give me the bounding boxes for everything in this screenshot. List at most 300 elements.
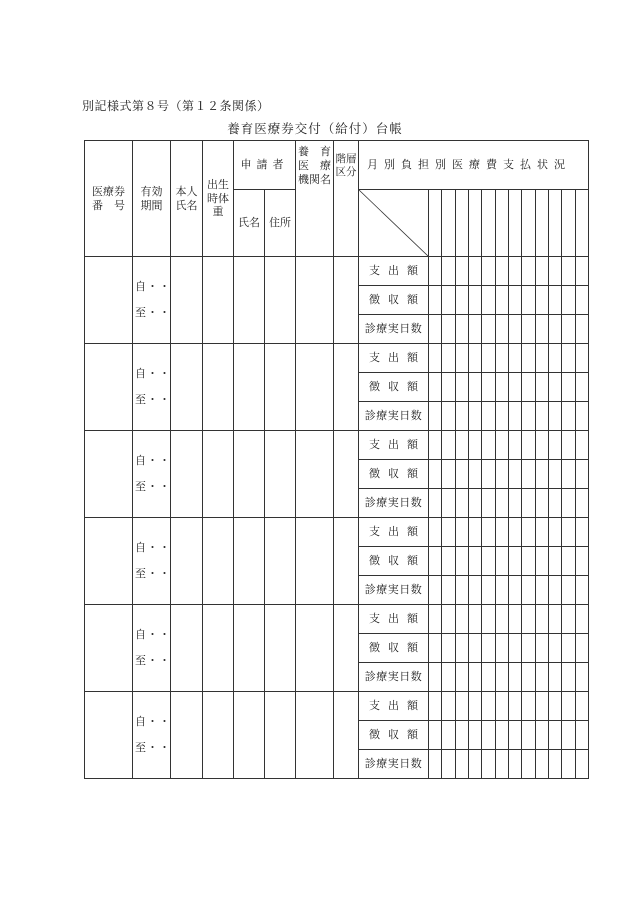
record-applicant-name [234, 257, 265, 344]
month-cell [562, 344, 575, 373]
month-cell [535, 402, 548, 431]
month-cell [455, 344, 468, 373]
month-cell [468, 402, 481, 431]
month-cell [575, 692, 588, 721]
month-cell [508, 373, 521, 402]
month-cell [575, 431, 588, 460]
month-cell [508, 605, 521, 634]
record-patient-name [171, 257, 203, 344]
month-cell [522, 431, 535, 460]
month-cell [535, 286, 548, 315]
month-cell [508, 402, 521, 431]
month-cell [548, 344, 561, 373]
record-tier [334, 344, 359, 431]
month-cell [508, 547, 521, 576]
month-cell [482, 431, 495, 460]
header-applicant-address: 住所 [265, 190, 296, 257]
month-cell [455, 663, 468, 692]
record-applicant-address [265, 605, 296, 692]
month-cell [535, 373, 548, 402]
month-cell [495, 460, 508, 489]
month-cell [455, 315, 468, 344]
month-cell [522, 489, 535, 518]
month-cell [522, 402, 535, 431]
month-cell [548, 605, 561, 634]
month-cell [508, 576, 521, 605]
month-cell [562, 750, 575, 779]
record-patient-name [171, 692, 203, 779]
month-cell [535, 750, 548, 779]
month-cell [575, 489, 588, 518]
month-cell [468, 721, 481, 750]
month-cell [455, 750, 468, 779]
header-validity-period [133, 141, 171, 257]
ledger-table [84, 140, 589, 779]
record-applicant-name [234, 605, 265, 692]
month-cell [442, 634, 455, 663]
month-cell [468, 344, 481, 373]
month-cell [522, 547, 535, 576]
month-cell [495, 576, 508, 605]
month-cell [442, 402, 455, 431]
record-birth-weight [203, 257, 234, 344]
month-cell [455, 286, 468, 315]
month-cell [455, 489, 468, 518]
record-applicant-address [265, 431, 296, 518]
record-tier [334, 692, 359, 779]
month-cell [482, 257, 495, 286]
month-cell [495, 750, 508, 779]
month-cell [562, 402, 575, 431]
month-column [442, 190, 455, 257]
month-cell [535, 547, 548, 576]
month-cell [442, 257, 455, 286]
header-monthly-status: 月別負担別医療費支払状況 [359, 141, 589, 190]
month-cell [562, 460, 575, 489]
month-cell [468, 750, 481, 779]
header-patient-name [171, 141, 203, 257]
month-cell [482, 315, 495, 344]
record-applicant-name [234, 692, 265, 779]
month-cell [495, 315, 508, 344]
month-cell [562, 634, 575, 663]
month-cell [522, 315, 535, 344]
month-cell [455, 605, 468, 634]
month-cell [442, 431, 455, 460]
month-cell [482, 576, 495, 605]
month-column [522, 190, 535, 257]
period-from: 自・・ [135, 541, 171, 554]
month-cell [482, 373, 495, 402]
month-cell [535, 634, 548, 663]
month-cell [508, 286, 521, 315]
month-cell [482, 663, 495, 692]
header-facility-line3: 機関名 [298, 172, 331, 186]
month-cell [442, 547, 455, 576]
record-applicant-address [265, 344, 296, 431]
month-cell [455, 547, 468, 576]
month-cell [548, 460, 561, 489]
month-cell [495, 605, 508, 634]
header-facility-line1: 養 育 [298, 145, 331, 158]
header-validity-line2: 期間 [140, 198, 163, 212]
header-birth-weight-line2: 時体 [207, 191, 229, 205]
month-cell [495, 721, 508, 750]
month-cell [495, 431, 508, 460]
month-cell [508, 634, 521, 663]
month-cell [455, 460, 468, 489]
record-care-facility [296, 257, 334, 344]
month-cell [508, 489, 521, 518]
header-applicant: 申請者 [234, 141, 296, 190]
month-cell [495, 402, 508, 431]
month-cell [468, 460, 481, 489]
month-cell [495, 286, 508, 315]
month-cell [562, 315, 575, 344]
item-label-expenditure: 支出額 [359, 605, 429, 634]
month-cell [482, 402, 495, 431]
month-cell [548, 663, 561, 692]
month-cell [535, 489, 548, 518]
month-cell [508, 431, 521, 460]
record-birth-weight [203, 605, 234, 692]
month-cell [548, 721, 561, 750]
month-cell [495, 663, 508, 692]
record-ticket-number [85, 518, 133, 605]
month-cell [522, 373, 535, 402]
record-tier [334, 605, 359, 692]
header-tier-line1: 階層 [335, 153, 357, 165]
item-label-collection: 徴収額 [359, 721, 429, 750]
month-cell [482, 518, 495, 547]
month-cell [535, 344, 548, 373]
month-cell [522, 663, 535, 692]
record-care-facility [296, 431, 334, 518]
month-cell [548, 518, 561, 547]
month-cell [455, 576, 468, 605]
record-ticket-number [85, 257, 133, 344]
month-cell [495, 373, 508, 402]
month-cell [455, 402, 468, 431]
month-cell [522, 634, 535, 663]
record-ticket-number [85, 344, 133, 431]
month-cell [508, 692, 521, 721]
month-cell [429, 489, 442, 518]
month-cell [522, 257, 535, 286]
month-cell [442, 692, 455, 721]
month-cell [495, 344, 508, 373]
record-tier [334, 257, 359, 344]
record-care-facility [296, 344, 334, 431]
month-cell [429, 286, 442, 315]
month-cell [575, 402, 588, 431]
period-to: 至・・ [135, 306, 171, 319]
month-cell [468, 257, 481, 286]
record-birth-weight [203, 344, 234, 431]
month-cell [508, 750, 521, 779]
month-cell [575, 286, 588, 315]
item-label-expenditure: 支出額 [359, 344, 429, 373]
record-applicant-name [234, 518, 265, 605]
month-cell [522, 605, 535, 634]
record-row [85, 605, 589, 634]
header-birth-weight-line1: 出生 [207, 177, 229, 191]
month-cell [442, 460, 455, 489]
record-applicant-address [265, 692, 296, 779]
header-ticket-number [85, 141, 133, 257]
month-cell [429, 750, 442, 779]
month-cell [495, 692, 508, 721]
month-cell [535, 460, 548, 489]
header-birth-weight [203, 141, 234, 257]
month-cell [495, 489, 508, 518]
header-diagonal-cell [359, 190, 429, 257]
record-ticket-number [85, 692, 133, 779]
period-from: 自・・ [135, 280, 171, 293]
month-cell [442, 286, 455, 315]
month-cell [429, 344, 442, 373]
month-cell [482, 460, 495, 489]
period-from: 自・・ [135, 715, 171, 728]
record-patient-name [171, 605, 203, 692]
month-cell [535, 315, 548, 344]
header-patient-line2: 氏名 [175, 198, 198, 212]
month-cell [482, 750, 495, 779]
month-cell [548, 576, 561, 605]
period-to: 至・・ [135, 654, 171, 667]
month-cell [575, 547, 588, 576]
month-cell [508, 721, 521, 750]
month-cell [508, 518, 521, 547]
month-cell [455, 373, 468, 402]
month-cell [535, 663, 548, 692]
month-cell [442, 721, 455, 750]
month-cell [429, 315, 442, 344]
record-birth-weight [203, 692, 234, 779]
month-cell [508, 663, 521, 692]
item-label-treatment-days: 診療実日数 [359, 402, 429, 431]
item-label-expenditure: 支出額 [359, 692, 429, 721]
month-cell [508, 344, 521, 373]
item-label-collection: 徴収額 [359, 373, 429, 402]
month-cell [429, 634, 442, 663]
month-cell [442, 373, 455, 402]
month-cell [429, 373, 442, 402]
month-cell [455, 692, 468, 721]
month-cell [548, 692, 561, 721]
month-cell [482, 634, 495, 663]
record-care-facility [296, 692, 334, 779]
header-applicant-name: 氏名 [234, 190, 265, 257]
month-cell [575, 721, 588, 750]
record-ticket-number [85, 431, 133, 518]
month-cell [562, 257, 575, 286]
month-cell [442, 518, 455, 547]
period-from: 自・・ [135, 628, 171, 641]
month-cell [548, 431, 561, 460]
month-cell [575, 460, 588, 489]
month-cell [535, 518, 548, 547]
month-cell [522, 344, 535, 373]
month-cell [429, 605, 442, 634]
month-cell [562, 286, 575, 315]
period-from: 自・・ [135, 367, 171, 380]
month-cell [482, 344, 495, 373]
record-validity-period [133, 605, 171, 692]
month-cell [548, 373, 561, 402]
period-to: 至・・ [135, 480, 171, 493]
month-cell [468, 576, 481, 605]
item-label-collection: 徴収額 [359, 286, 429, 315]
month-cell [522, 750, 535, 779]
month-cell [548, 286, 561, 315]
record-validity-period [133, 344, 171, 431]
header-care-facility [296, 141, 334, 257]
month-cell [429, 663, 442, 692]
month-cell [468, 431, 481, 460]
diagonal-line [359, 190, 428, 256]
record-validity-period [133, 518, 171, 605]
month-cell [575, 373, 588, 402]
month-cell [442, 344, 455, 373]
month-cell [548, 257, 561, 286]
record-applicant-address [265, 257, 296, 344]
month-cell [482, 286, 495, 315]
month-cell [468, 489, 481, 518]
month-cell [482, 489, 495, 518]
month-cell [455, 518, 468, 547]
item-label-treatment-days: 診療実日数 [359, 750, 429, 779]
month-cell [508, 315, 521, 344]
month-cell [429, 547, 442, 576]
period-to: 至・・ [135, 393, 171, 406]
month-cell [468, 547, 481, 576]
record-patient-name [171, 344, 203, 431]
month-cell [468, 286, 481, 315]
month-cell [495, 634, 508, 663]
month-cell [429, 431, 442, 460]
month-column [562, 190, 575, 257]
month-cell [455, 431, 468, 460]
month-cell [442, 605, 455, 634]
month-cell [429, 518, 442, 547]
record-row [85, 518, 589, 547]
item-label-treatment-days: 診療実日数 [359, 489, 429, 518]
month-cell [575, 576, 588, 605]
month-cell [535, 605, 548, 634]
item-label-collection: 徴収額 [359, 460, 429, 489]
header-ticket-number-line1: 医療券 [92, 184, 125, 198]
month-cell [429, 721, 442, 750]
record-validity-period [133, 692, 171, 779]
record-validity-period [133, 257, 171, 344]
month-cell [575, 315, 588, 344]
month-cell [535, 431, 548, 460]
header-patient-line1: 本人 [175, 184, 198, 198]
month-cell [508, 460, 521, 489]
month-cell [548, 750, 561, 779]
month-cell [535, 576, 548, 605]
header-validity-line1: 有効 [140, 184, 163, 198]
month-cell [429, 257, 442, 286]
month-cell [429, 460, 442, 489]
month-cell [562, 576, 575, 605]
month-column [455, 190, 468, 257]
record-care-facility [296, 518, 334, 605]
month-cell [429, 402, 442, 431]
month-cell [455, 634, 468, 663]
month-cell [468, 518, 481, 547]
month-column [429, 190, 442, 257]
record-row [85, 344, 589, 373]
item-label-expenditure: 支出額 [359, 518, 429, 547]
month-cell [442, 750, 455, 779]
record-applicant-name [234, 344, 265, 431]
record-birth-weight [203, 518, 234, 605]
month-cell [429, 692, 442, 721]
header-ticket-number-line2: 番 号 [92, 198, 125, 212]
record-validity-period [133, 431, 171, 518]
month-cell [482, 692, 495, 721]
month-cell [522, 721, 535, 750]
item-label-treatment-days: 診療実日数 [359, 576, 429, 605]
month-cell [575, 518, 588, 547]
record-patient-name [171, 431, 203, 518]
month-cell [575, 344, 588, 373]
header-facility-line2: 医 療 [298, 158, 331, 172]
month-cell [535, 692, 548, 721]
month-cell [535, 721, 548, 750]
month-cell [482, 721, 495, 750]
month-cell [442, 663, 455, 692]
period-to: 至・・ [135, 741, 171, 754]
month-cell [468, 663, 481, 692]
record-tier [334, 431, 359, 518]
record-applicant-address [265, 518, 296, 605]
month-cell [495, 547, 508, 576]
month-cell [522, 286, 535, 315]
period-to: 至・・ [135, 567, 171, 580]
month-cell [455, 257, 468, 286]
record-row [85, 692, 589, 721]
month-cell [522, 576, 535, 605]
month-column [508, 190, 521, 257]
item-label-expenditure: 支出額 [359, 257, 429, 286]
month-cell [562, 605, 575, 634]
record-patient-name [171, 518, 203, 605]
month-cell [548, 489, 561, 518]
period-from: 自・・ [135, 454, 171, 467]
month-column [548, 190, 561, 257]
month-cell [575, 750, 588, 779]
month-cell [562, 373, 575, 402]
month-column [482, 190, 495, 257]
month-cell [562, 692, 575, 721]
month-cell [442, 576, 455, 605]
month-cell [575, 663, 588, 692]
month-cell [482, 605, 495, 634]
month-cell [562, 721, 575, 750]
item-label-expenditure: 支出額 [359, 431, 429, 460]
month-cell [508, 257, 521, 286]
month-cell [575, 634, 588, 663]
header-tier-line2: 区分 [335, 166, 357, 179]
month-cell [495, 257, 508, 286]
item-label-treatment-days: 診療実日数 [359, 663, 429, 692]
month-column [495, 190, 508, 257]
month-cell [495, 518, 508, 547]
month-cell [522, 460, 535, 489]
